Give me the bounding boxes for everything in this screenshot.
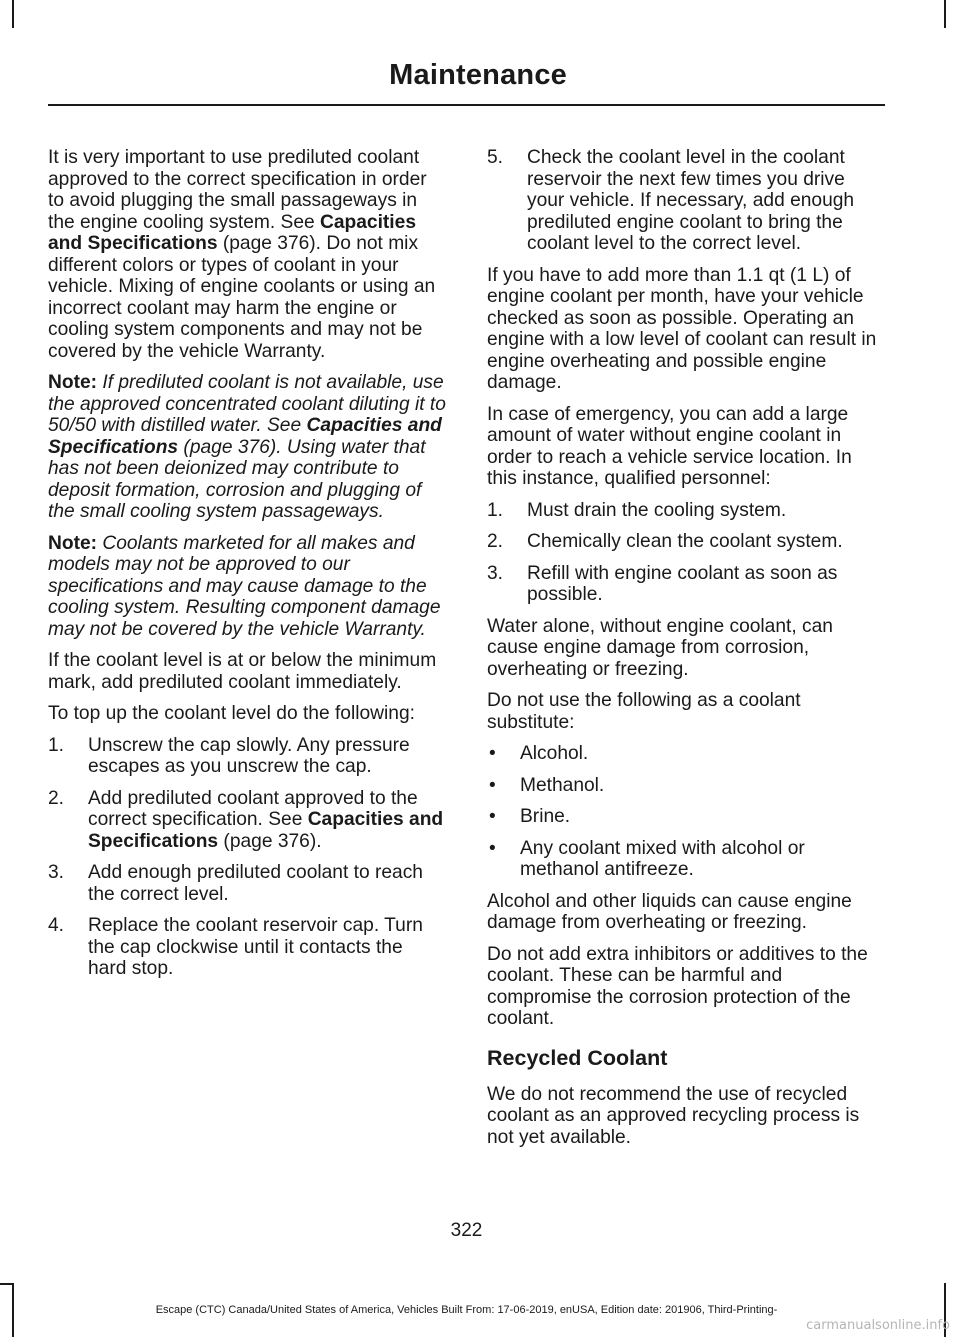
top-up-steps [48,735,446,980]
edition-footer: Escape (CTC) Canada/United States of America, Vehicles Built From: 17-06-2019, enUSA, Edition date: 201906, Third-Printing- [155,1304,778,1316]
list-item: 1. Must drain the cooling system. [487,499,787,521]
bullet-icon: • [489,806,496,827]
note-label: Note: [48,532,98,554]
list-item: 2. Add prediluted coolant approved to the correct specification. See Capacities and Specifications (page 376). [48,787,444,852]
coolant-level-paragraph: If the coolant level is at or below the minimum mark, add prediluted coolant immediately. [48,650,437,693]
crop-mark-top-left-v [12,0,14,28]
right-column [487,147,885,1158]
list-item: 2. Chemically clean the coolant system. [487,531,843,552]
bullet-icon: • [489,774,496,796]
water-alone-paragraph: Water alone, without engine coolant, can cause engine damage from corrosion, overheating or freezing. [487,615,833,680]
page-title: Maintenance [389,59,567,91]
capacities-link[interactable]: Capacities and Specifications [48,211,416,254]
watermark: carmanualsonline.info [806,1318,950,1333]
list-item: 1. Unscrew the cap slowly. Any pressure escapes as you unscrew the cap. [48,734,410,777]
coolant-consumption-paragraph: If you have to add more than 1.1 qt (1 L) of engine coolant per month, have your vehicle checked as soon as possible. Operating an engine with a low level of coolant can result in engine overheating and possible engine damage. [487,264,877,393]
substitute-intro: Do not use the following as a coolant substitute: [487,690,801,733]
top-up-intro: To top up the coolant level do the following: [48,703,415,724]
page-number: 322 [450,1220,483,1241]
note-label: Note: [48,372,98,393]
list-item: 5. Check the coolant level in the coolant reservoir the next few times you drive your vehicle. If necessary, add enough prediluted engine coolant to bring the coolant level to the correct level. [487,147,855,254]
bullet-icon: • [489,743,496,764]
list-item: • Brine. [489,806,571,827]
list-item: 3. Refill with engine coolant as soon as possible. [487,562,838,605]
crop-mark-top-right-v [944,0,946,28]
note-coolants-marketed: Note: Coolants marketed for all makes and models may not be approved to our specifications and may cause damage to the cooling system. Resulting component damage may not be covered by the vehicle Warranty. [48,532,441,640]
emergency-paragraph: In case of emergency, you can add a large amount of water without engine coolant in order to reach a vehicle service location. In this instance, qualified personnel: [487,403,852,489]
capacities-link[interactable]: Capacities and Specifications [88,809,444,852]
inhibitors-paragraph: Do not add extra inhibitors or additives to the coolant. These can be harmful and compromise the corrosion protection of the coolant. [487,943,868,1029]
substitute-list [487,743,885,881]
header-divider [48,104,885,106]
emergency-steps [487,500,885,606]
recycled-coolant-paragraph: We do not recommend the use of recycled coolant as an approved recycling process is not yet available. [487,1083,860,1148]
top-up-steps-continued [487,147,885,255]
list-item: • Any coolant mixed with alcohol or methanol antifreeze. [489,837,805,880]
note-prediluted: Note: If prediluted coolant is not available, use the approved concentrated coolant diluting it to 50/50 with distilled water. See Capacities and Specifications (page 376). Using water that has not been deionized may contribute to deposit formation, corrosion and plugging of the small cooling system passageways. [48,372,446,522]
list-item: • Methanol. [489,774,605,796]
list-item: 4. Replace the coolant reservoir cap. Turn the cap clockwise until it contacts the hard stop. [48,915,423,979]
coolant-importance-paragraph: It is very important to use prediluted coolant approved to the correct specification in order to avoid plugging the small passageways in the engine cooling system. See Capacities and Specifications (page 376). Do not mix different colors or types of coolant in your vehicle. Mixing of engine coolants or using an incorrect coolant may harm the engine or cooling system components and may not be covered by the vehicle Warranty. [48,147,436,362]
list-item: 3. Add enough prediluted coolant to reach the correct level. [48,862,423,905]
crop-mark-bottom-left-h [0,1283,14,1285]
section-heading-recycled-coolant: Recycled Coolant [487,1045,668,1070]
left-column [48,147,446,990]
other-liquids-paragraph: Alcohol and other liquids can cause engine damage from overheating or freezing. [487,890,852,933]
bullet-icon: • [489,837,496,859]
capacities-link[interactable]: Capacities and Specifications [48,415,442,458]
list-item: • Alcohol. [489,743,589,764]
